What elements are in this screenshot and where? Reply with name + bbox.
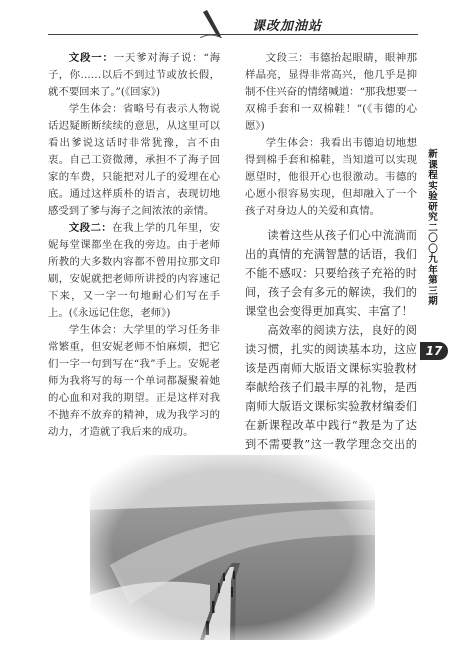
header-divider <box>48 34 418 35</box>
header-title: 课改加油站 <box>252 19 323 34</box>
pier-photo-image <box>90 455 375 640</box>
journal-sidebar-text: 新课程实验研究 二〇〇九年 第三期 <box>428 149 438 307</box>
left-column <box>48 50 220 441</box>
page-header <box>0 0 467 48</box>
passage-one-text: 一天爹对海子说：“海子，你……以后不到过节或放长假，就不要回来了。”(《回家》) <box>48 52 220 98</box>
pier-photo <box>90 455 375 640</box>
passage-three-response: 学生体会：我看出韦德迫切地想得到棉手套和棉鞋，当知道可以实现愿望时，他很开心也很激动。韦德的心愿小很容易实现，但却融入了一个孩子对身边人的关爱和真情。 <box>245 137 417 217</box>
passage-one <box>48 50 220 101</box>
summary-paragraph: 读着这些从孩子们心中流淌而出的真情的充满智慧的话语，我们不能不感叹：只要给孩子充裕的时间，孩子会有多元的解读，我们的课堂也会变得更加真实、丰富了！ <box>245 229 417 318</box>
passage-three: 文段三：韦德抬起眼睛，眼神那样晶亮，显得非常高兴，他几乎是抑制不住兴奋的情绪喊道：“那我想要一双棉手套和一双棉鞋！”(《韦德的心愿》) <box>245 52 417 132</box>
conclusion-paragraph: 高效率的阅读方法，良好的阅读习惯，扎实的阅读基本功，这应该是西南师大版语文课标实验教材奉献给孩子们最丰厚的礼物，是西南师大版语文课标实验教材编委们在新课程改革中践行“教是为了达到不需要教”这一教学理念交出的 <box>245 324 417 451</box>
journal-sidebar <box>421 150 445 330</box>
passage-two-text: 在我上学的几年里，安妮每堂课都坐在我的旁边。由于老师所教的大多数内容都不曾用拉那文印刷，安妮就把老师所讲授的内容速记下来，又一字一句地耐心们写在手上。(《永远记住您，老师》) <box>48 222 221 319</box>
passage-two-tag: 文段二： <box>68 222 113 234</box>
passage-two <box>48 220 220 322</box>
right-column <box>245 50 417 473</box>
passage-one-tag: 文段一： <box>68 52 114 64</box>
passage-two-response: 学生体会：大学里的学习任务非常繁重，但安妮老师不怕麻烦，把它们一字一句到写在“我”手上。安妮老师为我将写的每一个单词都凝聚着她的心血和对我的期望。正是这样对我不抛弃不放弃的精神，成为我学习的动力，才造就了我后来的成功。 <box>48 324 220 438</box>
page-number: 17 <box>420 342 448 360</box>
passage-one-response: 学生体会：省略号有表示人物说话迟疑断断续续的意思，从这里可以看出爹说这话时非常犹豫，言不由衷。自己工资微薄，承担不了海子回家的车费，只能把对儿子的爱埋在心底。通过这样质朴的语言，表现切地感受到了爹与海子之间浓浓的亲情。 <box>48 103 220 217</box>
